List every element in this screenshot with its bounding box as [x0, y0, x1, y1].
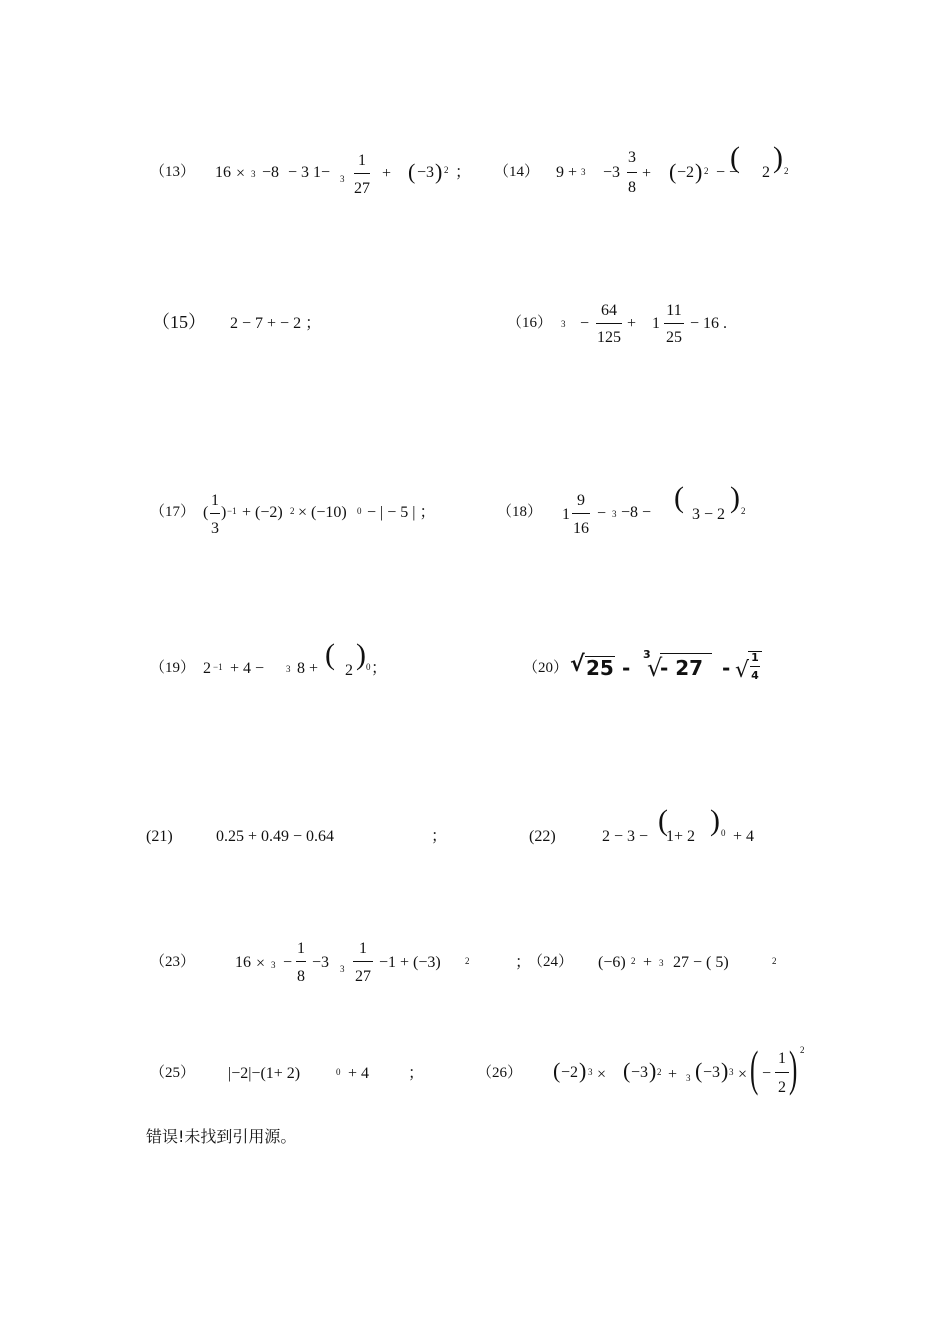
p17-fraction-den: 3 [211, 520, 219, 537]
p24-a: (−6) [598, 954, 626, 971]
p13-fraction-bar [354, 173, 370, 174]
p16-fraction2-bar [664, 323, 684, 324]
p26-big-left-paren: ( [750, 1040, 759, 1096]
p24-exponent-1: 2 [631, 956, 636, 966]
p20-minus-1: - [622, 656, 631, 680]
p16-fraction2-den: 25 [666, 329, 682, 346]
p26-exponent-3: 3 [729, 1067, 734, 1077]
p17-left-paren: ( [203, 504, 209, 521]
problem-21-label: (21) [146, 828, 173, 845]
p17-exponent-2: 2 [290, 506, 295, 516]
p17-right-paren: ) [221, 504, 227, 521]
p20-radicand-2: - 27 [660, 656, 704, 680]
p23-root-index-1: 3 [271, 960, 276, 970]
p16-root-index: 3 [561, 319, 566, 329]
p13-times: × [236, 165, 246, 182]
p23-times: × [256, 955, 266, 972]
p19-exponent-1: −1 [213, 662, 223, 672]
problem-18-label: （18） [497, 504, 543, 520]
p23-fraction-1-bar [296, 961, 306, 962]
p22-exponent: 0 [721, 828, 726, 838]
problem-13-label: （13） [150, 164, 196, 180]
p18-whole: 1 [562, 506, 570, 523]
p26-c: −3 [703, 1064, 721, 1081]
p18-root-index: 3 [612, 509, 617, 519]
p13-plus: + [382, 165, 392, 182]
p22-c: + 4 [733, 828, 755, 845]
problem-24-label: （24） [528, 954, 574, 970]
p26-root-index: 3 [686, 1073, 691, 1083]
p16-minus: − [580, 315, 590, 332]
p22-a: 2 − 3 − [602, 828, 649, 845]
p13-left-paren: ( [408, 159, 416, 184]
p26-times-2: × [738, 1066, 748, 1083]
p18-fraction-num: 9 [577, 492, 585, 509]
p23-fraction-2-den: 27 [355, 968, 371, 985]
p14-big-left-paren: ( [730, 141, 740, 174]
p23-fraction-1-num: 1 [297, 940, 305, 957]
p16-fraction2-num: 11 [666, 302, 682, 319]
p23-a: 16 [235, 954, 251, 971]
p16-fraction-num: 64 [601, 302, 617, 319]
reference-error-text: 错误!未找到引用源。 [146, 1127, 297, 1146]
p14-plus: + [642, 165, 652, 182]
p26-left-paren-2: ( [623, 1058, 631, 1083]
p26-big-right-paren: ) [789, 1040, 798, 1096]
p13-fraction-den: 27 [354, 180, 370, 197]
p14-root-index: 3 [581, 167, 586, 177]
p23-root-index-2: 3 [340, 964, 345, 974]
p22-big-right-paren: ) [710, 804, 720, 837]
p13-exponent: 2 [444, 165, 449, 175]
p23-b: −3 [312, 954, 330, 971]
p19-semicolon: ； [371, 660, 388, 677]
p20-minus-2: - [722, 656, 731, 680]
p15-expression: 2 − 7 + − 2 ； [230, 315, 322, 332]
p17-fraction-num: 1 [211, 492, 219, 509]
p26-a: −2 [561, 1064, 579, 1081]
p13-b: −8 [262, 164, 280, 181]
p26-fraction-bar [775, 1072, 789, 1073]
p17-b: × (−10) [298, 504, 347, 521]
p23-fraction-2-num: 1 [359, 940, 367, 957]
problem-23-label: （23） [150, 954, 196, 970]
p26-b: −3 [631, 1064, 649, 1081]
p16-fraction-bar [596, 323, 622, 324]
p13-d: 1− [313, 164, 331, 181]
p16-whole: 1 [652, 315, 660, 332]
p24-c: 27 − ( 5) [673, 954, 729, 971]
p19-d: 2 [345, 662, 353, 679]
problem-14-label: （14） [494, 164, 540, 180]
p21-expression: 0.25 + 0.49 − 0.64 [216, 828, 335, 845]
p17-c: − | − 5 | ； [367, 504, 436, 521]
p13-root-index-2: 3 [340, 174, 345, 184]
p22-big-left-paren: ( [658, 804, 668, 837]
p19-c: 8 + [297, 660, 319, 677]
p13-root-index-1: 3 [251, 169, 256, 179]
p18-c: 3 − 2 [692, 506, 726, 523]
p13-a: 16 [215, 164, 231, 181]
p26-minus: − [762, 1065, 772, 1082]
p14-e: 2 [762, 164, 770, 181]
p18-b: −8 − [621, 504, 652, 521]
p26-right-paren-1: ) [579, 1058, 587, 1083]
p26-right-paren-3: ) [721, 1058, 729, 1083]
p20-fraction-num: 1 [751, 651, 759, 664]
problem-26-label: （26） [477, 1065, 523, 1081]
p25-b: + 4 [348, 1065, 370, 1082]
p14-fraction-bar [627, 172, 637, 173]
p19-big-left-paren: ( [325, 638, 335, 671]
p14-b: −3 [603, 164, 621, 181]
p17-exponent-3: 0 [357, 506, 362, 516]
p19-exponent-2: 0 [366, 662, 371, 672]
p23-exponent: 2 [465, 956, 470, 966]
problem-20-label: （20） [523, 660, 569, 676]
p26-times-1: × [597, 1066, 607, 1083]
p13-right-paren: ) [435, 159, 443, 184]
p24-plus: + [643, 954, 653, 971]
p20-cube-root-index: 3 [643, 648, 651, 661]
p16-plus: + [627, 315, 637, 332]
p24-exponent-2: 2 [772, 956, 777, 966]
p23-semicolon: ； [515, 954, 532, 971]
problem-16-label: （16） [507, 315, 553, 331]
p25-a: |−2|−(1+ 2) [228, 1065, 301, 1082]
p23-fraction-1-den: 8 [297, 968, 305, 985]
problem-22-label: (22) [529, 828, 556, 845]
problem-15-label: （15） [152, 312, 206, 332]
p20-sqrt-sign: √ [570, 652, 585, 677]
p23-minus: − [283, 954, 293, 971]
p14-right-paren: ) [695, 159, 703, 184]
p18-a: − [597, 505, 607, 522]
p18-exponent: 2 [741, 506, 746, 516]
p14-fraction-num: 3 [628, 149, 636, 166]
p20-cube-root-sign: √ [647, 654, 663, 682]
p18-fraction-den: 16 [573, 520, 589, 537]
problem-25-label: （25） [150, 1065, 196, 1081]
p14-a: 9 + [556, 164, 578, 181]
p14-fraction-den: 8 [628, 179, 636, 196]
p16-rest: − 16 . [690, 315, 728, 332]
problem-17-label: （17） [150, 504, 196, 520]
p13-fraction-num: 1 [358, 152, 366, 169]
p19-root-index: 3 [286, 664, 291, 674]
p21-semicolon: ； [431, 828, 448, 845]
p17-fraction-bar [210, 513, 220, 514]
p18-big-left-paren: ( [674, 481, 684, 514]
p26-exponent-2: 2 [657, 1067, 662, 1077]
p20-sqrt-sign-2: √ [735, 658, 750, 683]
p22-b: 1+ 2 [666, 828, 696, 845]
p16-fraction-den: 125 [597, 329, 621, 346]
p17-exponent-1: −1 [227, 506, 237, 516]
p25-exponent: 0 [336, 1067, 341, 1077]
p17-a: + (−2) [242, 504, 283, 521]
p24-root-index: 3 [659, 958, 664, 968]
p18-fraction-bar [572, 513, 590, 514]
p23-fraction-2-bar [353, 961, 373, 962]
p20-radicand-1: 25 [586, 656, 614, 680]
p13-semicolon: ； [455, 164, 472, 181]
p19-b: + 4 − [230, 660, 265, 677]
p13-e: −3 [417, 164, 435, 181]
p26-fraction-den: 2 [778, 1079, 786, 1096]
p26-left-paren-1: ( [553, 1058, 561, 1083]
p20-fraction-den: 4 [751, 669, 759, 682]
p20-cube-root-bar [660, 653, 712, 654]
p14-c: −2 [677, 164, 695, 181]
p26-right-paren-2: ) [649, 1058, 657, 1083]
p26-exponent-4: 2 [800, 1045, 805, 1055]
p14-exponent: 2 [704, 166, 709, 176]
p20-fraction-bar [750, 666, 760, 667]
p19-big-right-paren: ) [356, 638, 366, 671]
p26-left-paren-3: ( [695, 1058, 703, 1083]
p13-c: − 3 [288, 164, 310, 181]
p14-exponent-2: 2 [784, 166, 789, 176]
p23-c: −1 + (−3) [379, 954, 441, 971]
p19-a: 2 [203, 660, 211, 677]
p26-plus: + [668, 1066, 678, 1083]
p18-big-right-paren: ) [730, 481, 740, 514]
p14-big-right-paren: ) [773, 141, 783, 174]
p26-exponent-1: 3 [588, 1067, 593, 1077]
p26-fraction-num: 1 [778, 1050, 786, 1067]
p14-left-paren: ( [669, 159, 677, 184]
problem-19-label: （19） [150, 660, 196, 676]
p14-d: − − [716, 164, 739, 181]
p25-semicolon: ； [408, 1065, 425, 1082]
